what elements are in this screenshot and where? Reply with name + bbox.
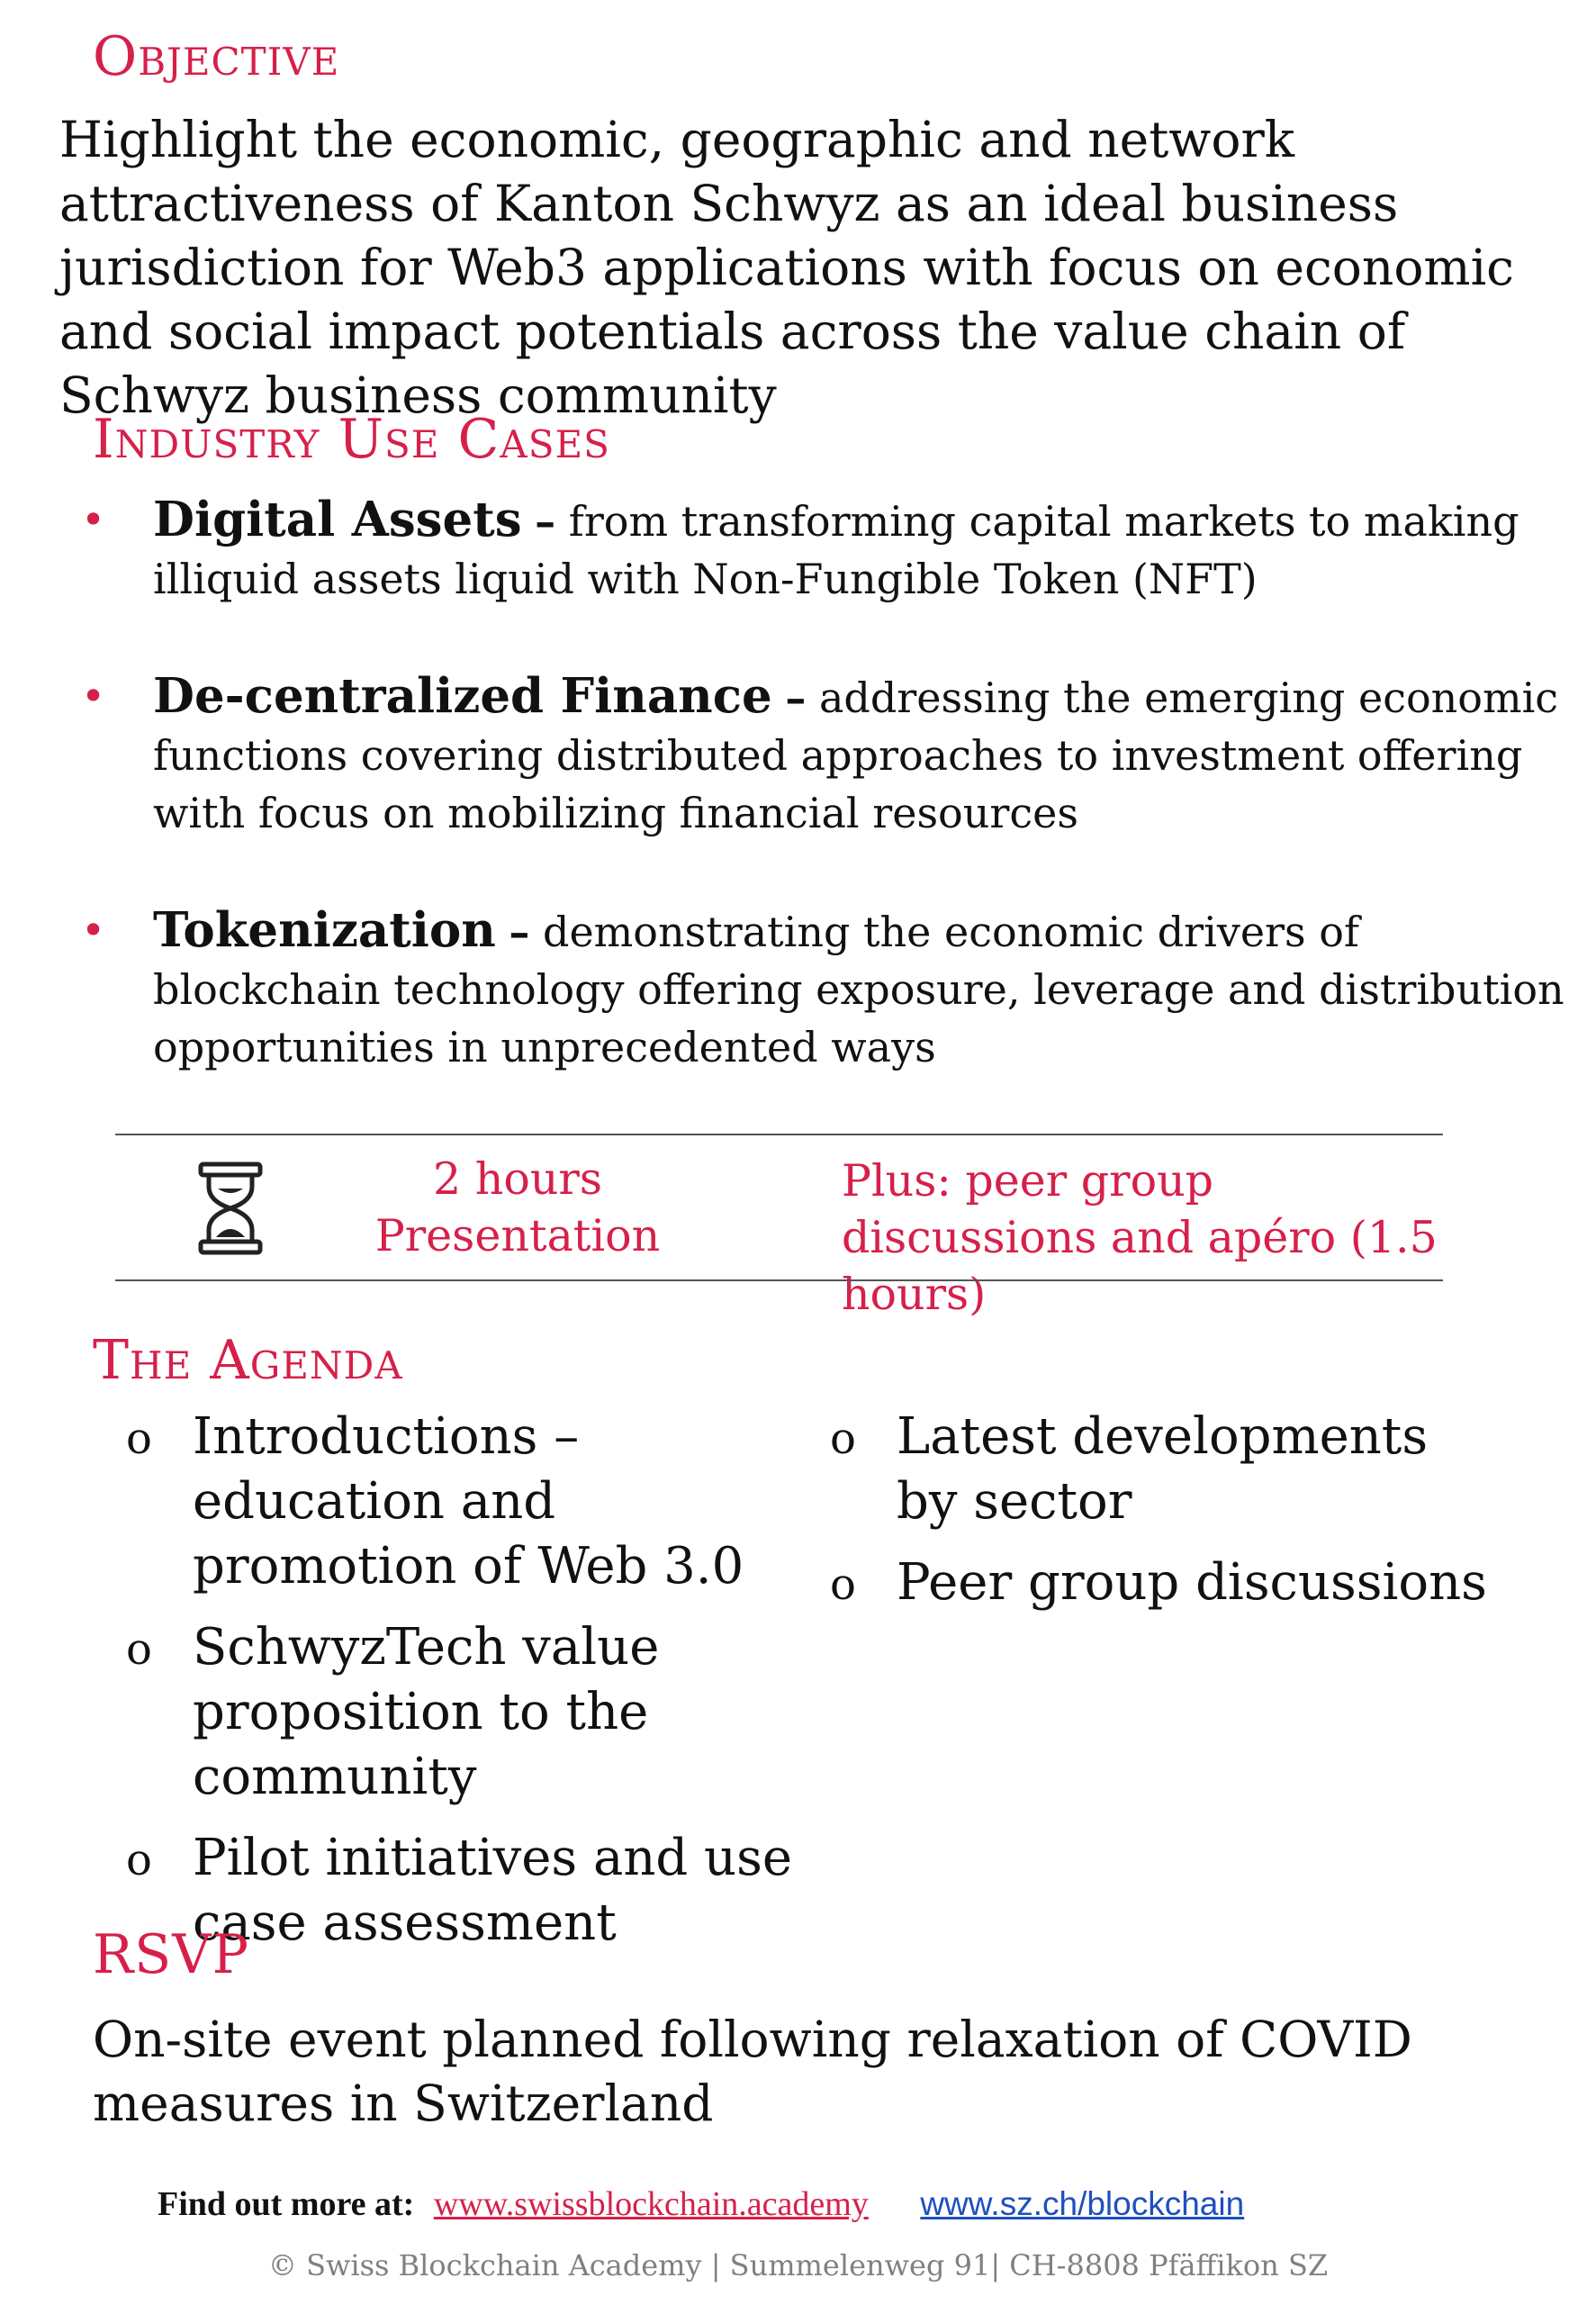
use-case-dash: – [535,497,556,546]
swissblockchain-academy-link[interactable]: www.swissblockchain.academy [433,2185,869,2223]
divider-top [115,1134,1443,1135]
agenda-item [830,1550,1496,1615]
sz-blockchain-link[interactable]: www.sz.ch/blockchain [920,2185,1245,2222]
use-case-title: De-centralized Finance [153,668,772,724]
bullet-icon: • [81,672,106,720]
use-case-title: Digital Assets [153,492,522,547]
agenda-item [126,1615,810,1810]
use-case-item [81,491,1566,608]
agenda-list-left [126,1405,810,1972]
rsvp-text: On-site event planned following relaxation of COVID measures in Switzerland [93,2011,1412,2132]
circle-bullet-icon: o [126,1835,152,1885]
duration-type: Presentation [374,1210,661,1261]
circle-bullet-icon: o [126,1414,152,1464]
use-case-item [81,667,1566,842]
bullet-icon: • [81,906,106,954]
rsvp-heading: RSVP [93,1923,249,1986]
use-case-dash: – [785,673,807,722]
agenda-list-right [830,1405,1496,1632]
use-case-text: from transforming capital markets to making illiquid assets liquid with Non-Fungible Token (NFT) [153,497,1519,603]
objective-text: Highlight the economic, geographic and network attractiveness of Kanton Schwyz as an ideal business jurisdiction for Web3 applications with focus on economic and social impact potentials across the value chain of Schwyz business community [59,111,1514,424]
agenda-item-text: Latest developments by sector [897,1407,1429,1531]
objective-heading: Objective [93,25,340,88]
use-cases-list [81,491,1566,1076]
find-out-more [158,2184,1244,2224]
agenda-item-text: Pilot initiatives and use case assessment [193,1829,792,1952]
circle-bullet-icon: o [830,1559,856,1610]
divider-bottom [115,1279,1443,1281]
use-case-text: addressing the emerging economic functions covering distributed approaches to investment offering with focus on mobilizing financial resources [153,673,1559,837]
agenda-item-text: Introductions – education and promotion of Web 3.0 [193,1407,744,1595]
hourglass-icon [198,1162,263,1255]
find-out-more-label: Find out more at: [158,2185,415,2223]
use-case-dash: – [509,908,530,956]
plus-note: Plus: peer group discussions and apéro (1.5 hours) [842,1155,1438,1320]
agenda-item-text: SchwyzTech value proposition to the community [193,1618,660,1806]
circle-bullet-icon: o [126,1624,152,1675]
agenda-item [126,1405,810,1599]
circle-bullet-icon: o [830,1414,856,1464]
bullet-icon: • [81,495,106,544]
duration-label [365,1151,671,1264]
agenda-item-text: Peer group discussions [897,1553,1487,1612]
use-case-item [81,901,1566,1076]
use-case-text: demonstrating the economic drivers of blockchain technology offering exposure, leverage and distribution opportunities in unprecedented ways [153,908,1564,1071]
agenda-heading: The Agenda [93,1329,403,1392]
use-cases-heading: Industry Use Cases [93,408,610,471]
agenda-item [830,1405,1496,1534]
copyright-text: © Swiss Blockchain Academy | Summelenweg 91| CH-8808 Pfäffikon SZ [267,2248,1329,2282]
use-case-title: Tokenization [153,902,496,958]
duration-hours: 2 hours [433,1153,602,1205]
